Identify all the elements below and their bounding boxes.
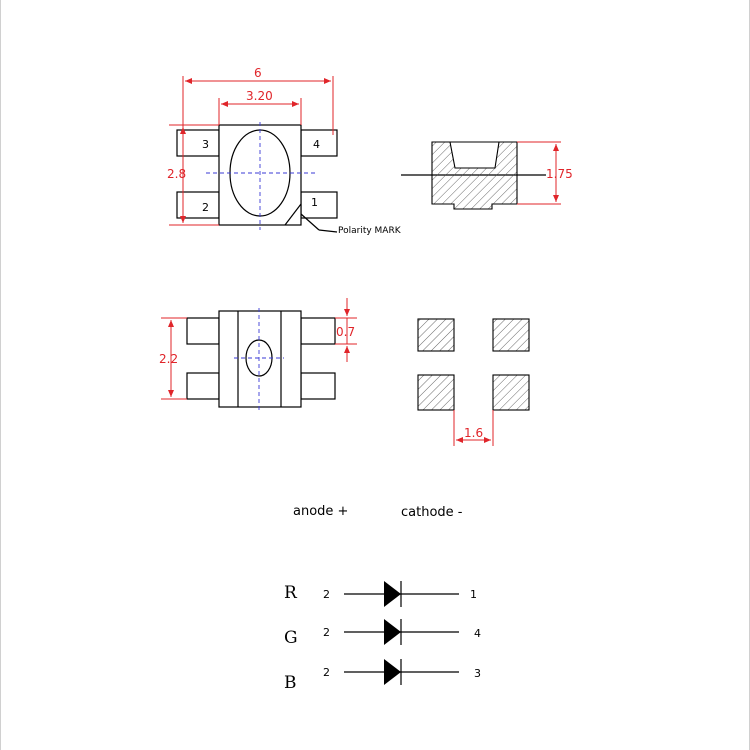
anode-legend: anode + bbox=[293, 504, 349, 519]
dim-320-text: 3.20 bbox=[246, 89, 273, 103]
anode-pin-r: 2 bbox=[323, 588, 330, 601]
cathode-pin-b: 3 bbox=[474, 667, 481, 680]
schematic-b bbox=[284, 659, 481, 693]
side-view bbox=[401, 142, 573, 209]
cathode-pin-g: 4 bbox=[474, 627, 481, 640]
anode-pin-g: 2 bbox=[323, 626, 330, 639]
schematic-r bbox=[284, 581, 477, 607]
pin-3-label: 3 bbox=[202, 138, 209, 151]
dim-28-text: 2.8 bbox=[167, 167, 187, 181]
diode-icon-r bbox=[384, 581, 401, 607]
bottom-lead-tr bbox=[301, 318, 335, 344]
top-view bbox=[167, 66, 402, 236]
schematic-g bbox=[284, 619, 481, 648]
diode-icon-b bbox=[384, 659, 401, 685]
package-drawing bbox=[1, 0, 750, 750]
bottom-lead-br bbox=[301, 373, 335, 399]
pad-bottom-right bbox=[493, 375, 529, 410]
pin-2-label: 2 bbox=[202, 201, 209, 214]
pad-top-left bbox=[418, 319, 454, 351]
bottom-lead-tl bbox=[187, 318, 219, 344]
side-cavity bbox=[450, 142, 499, 168]
pad-top-right bbox=[493, 319, 529, 351]
bottom-lead-bl bbox=[187, 373, 219, 399]
diode-icon-g bbox=[384, 619, 401, 645]
polarity-leader-tail bbox=[319, 230, 337, 232]
pin-1-lead bbox=[301, 192, 337, 218]
pin-1-label: 1 bbox=[311, 196, 318, 209]
color-label-b: B bbox=[284, 673, 297, 693]
anode-pin-b: 2 bbox=[323, 666, 330, 679]
dim-175-text: 1.75 bbox=[546, 167, 573, 181]
pin-4-label: 4 bbox=[313, 138, 320, 151]
color-label-r: R bbox=[284, 583, 297, 603]
dim-6-text: 6 bbox=[254, 66, 262, 80]
polarity-mark-label: Polarity MARK bbox=[338, 226, 401, 236]
dim-22-text: 2.2 bbox=[159, 352, 179, 366]
dim-16-text: 1.6 bbox=[464, 426, 484, 440]
cathode-pin-r: 1 bbox=[470, 588, 477, 601]
pad-layout bbox=[418, 319, 529, 446]
cathode-legend: cathode - bbox=[401, 505, 463, 520]
dim-07-text: 0.7 bbox=[336, 325, 356, 339]
color-label-g: G bbox=[284, 628, 298, 648]
pad-bottom-left bbox=[418, 375, 454, 410]
bottom-view bbox=[159, 298, 357, 410]
